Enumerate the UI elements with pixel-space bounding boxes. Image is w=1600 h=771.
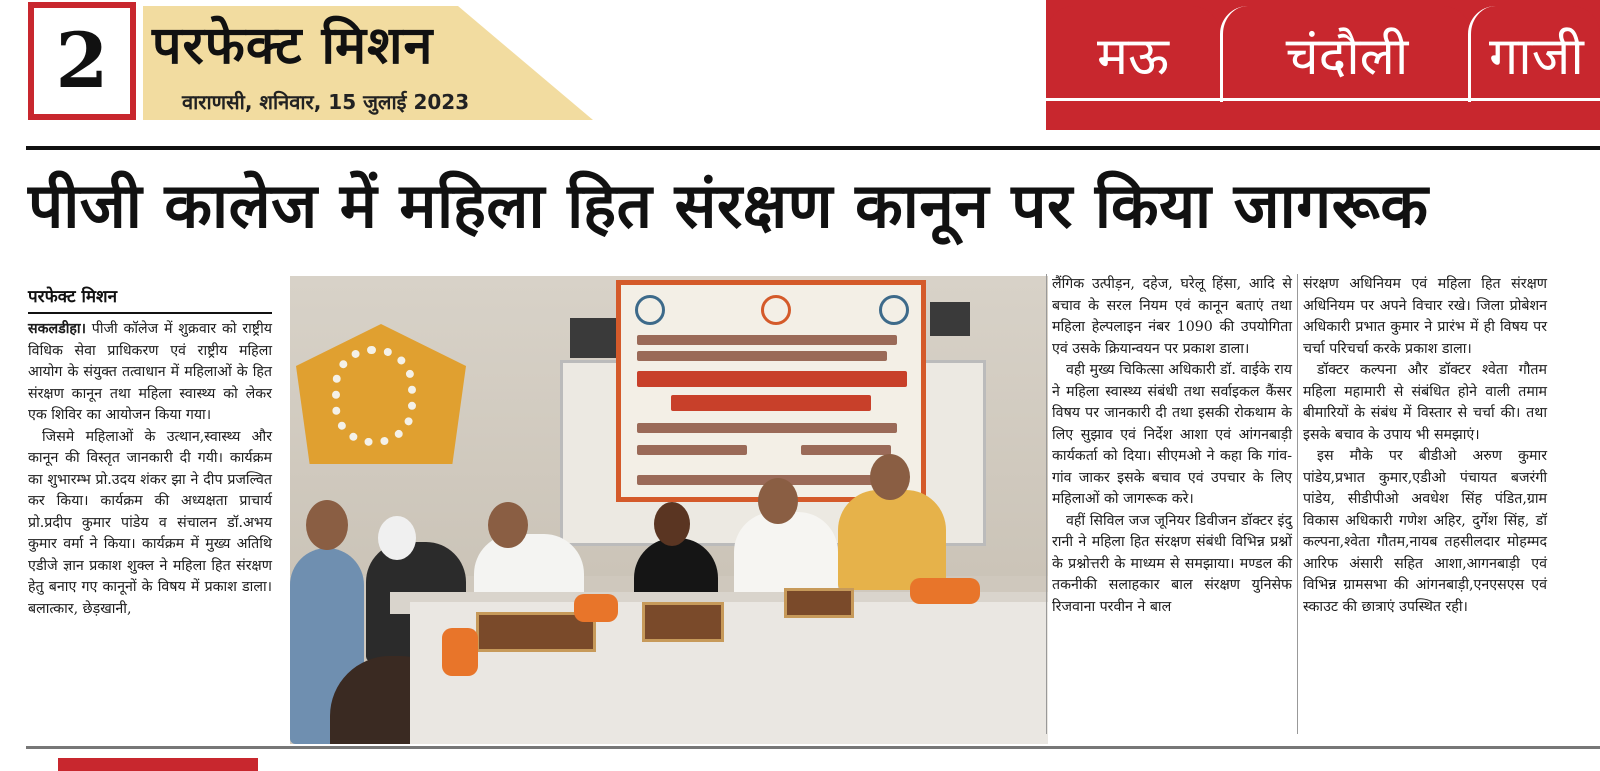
bottom-rule xyxy=(26,746,1600,749)
photo-flowers xyxy=(574,594,618,622)
banner-line xyxy=(637,351,887,361)
next-section-marker xyxy=(58,758,258,771)
photo-garland xyxy=(332,346,416,446)
paragraph-text: पीजी कॉलेज में शुक्रवार को राष्ट्रीय विधिक सेवा प्राधिकरण एवं राष्ट्रीय महिला आयोग के संयुक्त तत्वाधान में महिलाओं के हित संरक्षण कानून तथा महिला स्वास्थ्य को लेकर एक शिविर का आयोजन किया गया। xyxy=(28,321,272,423)
edition-base xyxy=(1046,102,1600,124)
event-photo xyxy=(290,276,1048,744)
photo-person-head xyxy=(870,454,910,500)
edition-tab-ghazipur: गाजी xyxy=(1468,6,1600,102)
photo-person-head xyxy=(488,502,528,548)
photo-window xyxy=(570,318,622,358)
photo-person-head xyxy=(306,500,348,550)
article-paragraph: डॉक्टर कल्पना और डॉक्टर श्वेता गौतम महिला महामारी से संबंधित होने वाली तमाम बीमारियों के संबंध में विस्तार से चर्चा की। तथा इसके बचाव के उपाय भी समझाएं। xyxy=(1303,362,1547,443)
banner-line xyxy=(637,335,897,345)
article-paragraph: संरक्षण अधिनियम एवं महिला हित संरक्षण अधिनियम पर अपने विचार रखे। जिला प्रोबेशन अधिकारी प्रभात कुमार ने प्रारंभ में ही विषय पर चर्चा परिचर्चा करके प्रकाश डाला। xyxy=(1303,276,1547,357)
edition-tab-chandauli: चंदौली xyxy=(1220,6,1471,102)
article-paragraph: वही मुख्य चिकित्सा अधिकारी डॉ. वाईके राय ने महिला स्वास्थ्य संबंधी तथा सर्वाइकल कैंसर विषय पर जानकारी दी तथा इसकी रोकथाम के लिए सुझाव एवं निर्देश आशा एवं आंगनबाड़ी कार्यकर्ता को दिया। सीएमओ ने कहा कि गांव-गांव जाकर इसके बचाव एवं उपचार के लिए महिलाओं को जागरूक करे। xyxy=(1052,362,1292,507)
article-headline: पीजी कालेज में महिला हित संरक्षण कानून पर किया जागरूक xyxy=(28,169,1429,242)
article-paragraph: वहीं सिविल जज जूनियर डिवीजन डॉक्टर इंदु रानी ने महिला हित संरक्षण संबंधी विभिन्न प्रश्नों के प्रश्नोत्तरी के माध्यम से समझाया। मण्डल की तकनीकी सलाहकार बाल संरक्षण युनिसेफ रिजवाना परवीन ने बाल xyxy=(1052,512,1292,615)
edition-tab-mau: मऊ xyxy=(1046,6,1220,102)
photo-flowers xyxy=(910,578,980,604)
photo-memento xyxy=(642,602,724,642)
banner-line xyxy=(671,395,871,411)
banner-logo-icon xyxy=(761,295,791,325)
article-column-1 xyxy=(28,319,272,620)
newspaper-name: परफेक्ट मिशन xyxy=(152,16,434,76)
article-column-3 xyxy=(1303,274,1547,618)
photo-memento xyxy=(784,588,854,618)
photo-person-head xyxy=(654,502,690,546)
article-paragraph: लैंगिक उत्पीड़न, दहेज, घरेलू हिंसा, आदि से बचाव के सरल नियम एवं कानून बताएं तथा महिला हेल्पलाइन नंबर 1090 की उपयोगिता एवं उसके क्रियान्वयन पर प्रकाश डाला। xyxy=(1052,276,1292,357)
photo-flowers xyxy=(442,628,478,676)
banner-logo-icon xyxy=(879,295,909,325)
page-number: 2 xyxy=(55,16,109,105)
banner-logo-icon xyxy=(635,295,665,325)
banner-line xyxy=(637,371,907,387)
article-column-2 xyxy=(1052,274,1292,618)
banner-line xyxy=(637,423,897,433)
banner-line xyxy=(801,445,891,455)
article-paragraph: जिसमे महिलाओं के उत्थान,स्वास्थ्य और कानून की विस्तृत जानकारी दी गयी। कार्यक्रम का शुभारम्भ प्रो.उदय शंकर झा ने दीप प्रजल्वित कर किया। कार्यक्रम की अध्यक्षता प्राचार्य प्रो.प्रदीप कुमार पांडेय व संचालन डॉ.अभय कुमार वर्मा ने किया। कार्यक्रम में मुख्य अतिथि एडीजे ज्ञान प्रकाश शुक्ल ने महिला हित संरक्षण हेतु बनाए गए कानूनों के विषय में प्रकाश डाला। बलात्कार, छेड़खानी, xyxy=(28,428,272,617)
article-paragraph: इस मौके पर बीडीओ अरुण कुमार पांडेय,प्रभात कुमार,एडीओ पंचायत बजरंगी पांडेय, सीडीपीओ अवधेश सिंह पंडित,ग्राम विकास अधिकारी गणेश अहिर, दुर्गेश सिंह, डॉ कल्पना,श्वेता गौतम,नायब तहसीलदार मोहम्मद आरिफ अंसारी सहित आशा,आगनबाड़ी एवं विभिन्न ग्रामसभा की आंगनबाड़ी,एनएसएस एवं स्काउट की छात्राएं उपस्थित रही। xyxy=(1303,448,1547,615)
banner-line xyxy=(637,445,747,455)
photo-person-head xyxy=(758,478,798,524)
photo-window xyxy=(930,302,970,336)
issue-date: वाराणसी, शनिवार, 15 जुलाई 2023 xyxy=(182,90,470,114)
article-byline: परफेक्ट मिशन xyxy=(28,287,118,307)
column-divider xyxy=(1297,274,1298,734)
page-number-box xyxy=(28,2,136,120)
column-divider xyxy=(1046,274,1047,734)
article-dateline: सकलडीहा। xyxy=(28,321,86,337)
edition-divider xyxy=(1046,98,1600,101)
top-rule xyxy=(26,146,1600,150)
photo-person-head xyxy=(378,516,416,560)
byline-rule xyxy=(28,312,272,314)
photo-person xyxy=(838,490,946,590)
article-paragraph xyxy=(28,319,272,427)
